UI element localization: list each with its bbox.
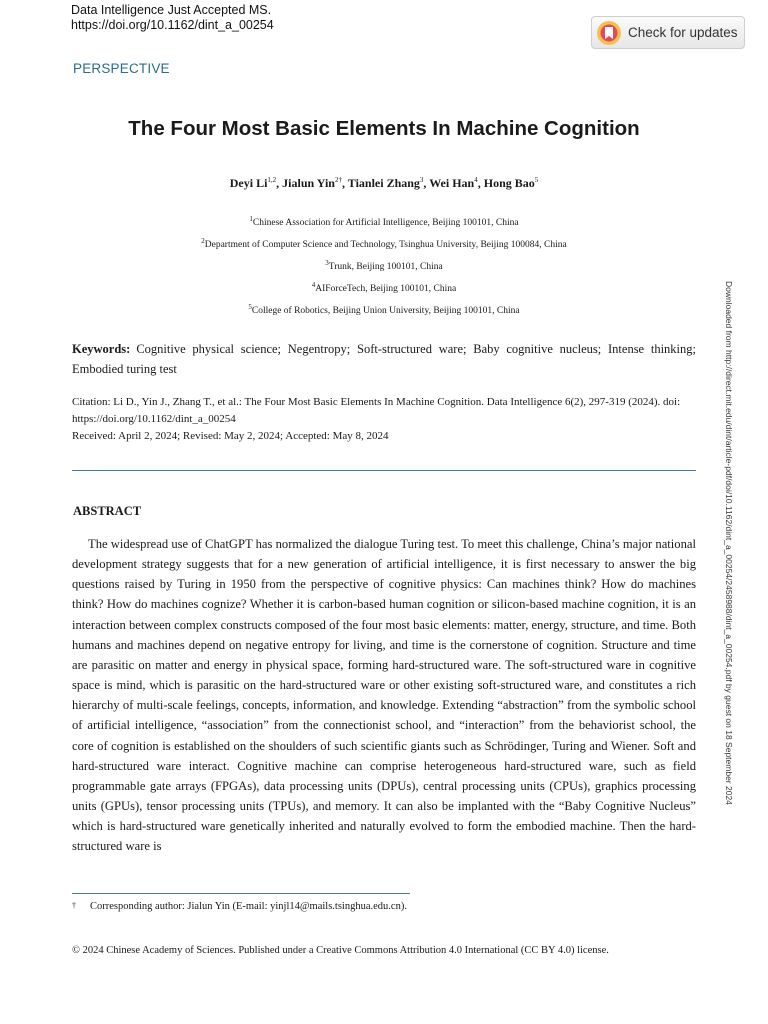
footnote bbox=[72, 901, 407, 912]
affiliation-line bbox=[0, 255, 768, 277]
journal-line: Data Intelligence Just Accepted MS. bbox=[71, 3, 272, 17]
citation-block bbox=[72, 394, 696, 445]
keywords bbox=[72, 340, 696, 379]
author-name: Wei Han bbox=[429, 176, 475, 190]
footnote-divider bbox=[72, 893, 410, 894]
affiliation-mark: 3 bbox=[325, 258, 329, 267]
keywords-text: Cognitive physical science; Negentropy; Soft-structured ware; Baby cognitive nucleus; Intense thinking; Embodied turing test bbox=[72, 342, 696, 376]
author-name: Jialun Yin bbox=[282, 176, 335, 190]
affiliation-mark: 4 bbox=[311, 280, 316, 289]
license-notice: © 2024 Chinese Academy of Sciences. Published under a Creative Commons Attribution 4.0 International (CC BY 4.0) license. bbox=[72, 945, 609, 956]
affiliation-line bbox=[0, 211, 768, 233]
received-dates: Received: April 2, 2024; Revised: May 2, 2024; Accepted: May 8, 2024 bbox=[72, 430, 389, 442]
affiliation-text: College of Robotics, Beijing Union University, Beijing 100101, China bbox=[251, 305, 520, 316]
author-affiliation-mark: 4 bbox=[474, 176, 478, 184]
abstract-heading: ABSTRACT bbox=[73, 504, 142, 518]
footnote-text: Corresponding author: Jialun Yin (E-mail: yinjl14@mails.tsinghua.edu.cn). bbox=[90, 901, 407, 912]
author-name: Deyi Li bbox=[229, 176, 268, 190]
affiliation-mark: 5 bbox=[248, 302, 252, 311]
affiliation-line bbox=[0, 233, 768, 255]
affiliation-list bbox=[0, 211, 768, 321]
affiliation-text: Chinese Association for Artificial Intelligence, Beijing 100101, China bbox=[252, 218, 519, 229]
check-for-updates-button[interactable] bbox=[591, 16, 745, 49]
author-name: Tianlei Zhang bbox=[347, 176, 420, 190]
section-divider bbox=[72, 470, 696, 471]
citation-text: Citation: Li D., Yin J., Zhang T., et al.: The Four Most Basic Elements In Machine Cognition. Data Intelligence 6(2), 297-319 (2024). doi: https://doi.org/10.1162/dint_a_00254 bbox=[72, 396, 681, 425]
download-watermark: Downloaded from http://direct.mit.edu/dint/article-pdf/doi/10.1162/dint_a_00254/2458988/dint_a_00254.pdf by guest on 18 September 2024 bbox=[724, 281, 734, 805]
check-for-updates-label: Check for updates bbox=[628, 25, 738, 40]
affiliation-text: Trunk, Beijing 100101, China bbox=[328, 262, 443, 273]
affiliation-line bbox=[0, 277, 768, 299]
author-list: Deyi Li$^{1,2}$, Jialun Yin$^{2\dagger}$, Tianlei Zhang$^3$, Wei Han$^4$, Hong Bao$^5$ bbox=[229, 176, 539, 190]
crossmark-icon bbox=[596, 20, 622, 46]
affiliation-mark: 2 bbox=[201, 236, 205, 245]
affiliation-text: Department of Computer Science and Technology, Tsinghua University, Beijing 100084, China bbox=[204, 240, 567, 251]
footnote-mark: † bbox=[72, 901, 76, 910]
author-affiliation-mark: 5 bbox=[534, 176, 539, 184]
keywords-label: Keywords: bbox=[72, 342, 131, 356]
abstract-body: The widespread use of ChatGPT has normalized the dialogue Turing test. To meet this challenge, China’s major national development strategy suggests that for a new generation of artificial intelligence, it is first necessary to answer the big questions raised by Turing in 1950 from the perspective of cognitive physics: Can machines think? How do machines think? How do machines cognize? Whether it is carbon-based human cognition or silicon-based machine cognition, it is an interaction between complex constructs composed of the four most basic elements: matter, energy, structure, and time. Both humans and machines depend on negative entropy for living, and time is the cornerstone of cognition. Structure and time are parasitic on matter and energy in physical space, forming hard-structured ware. The soft-structured ware in cognitive space is mind, which is parasitic on the hard-structured ware or other existing soft-structured ware, and constitutes a rich hierarchy of multi-scale feelings, concepts, information, and knowledge. Extending “abstraction” from the symbolic school of artificial intelligence, “association” from the connectionist school, and “interaction” from the behaviorist school, the core of cognition is established on the shoulders of such scientific giants such as Schrödinger, Turing and Wiener. Soft and hard-structured ware interact. Cognitive machine can comprise heterogeneous hard-structured ware, such as field programmable gate arrays (FPGAs), data processing units (DPUs), central processing units (CPUs), graphics processing units (GPUs), tensor processing units (TPUs), and memory. It can also be implanted with the “Baby Cognitive Nucleus” which is hard-structured ware genetically inherited and naturally evolved to form the embodied machine. Then the hard-structured ware is bbox=[72, 537, 696, 854]
affiliation-line bbox=[0, 299, 768, 321]
author-affiliation-mark: 2† bbox=[334, 176, 342, 184]
paper-title: The Four Most Basic Elements In Machine Cognition bbox=[128, 117, 640, 140]
doi-line[interactable]: https://doi.org/10.1162/dint_a_00254 bbox=[71, 18, 274, 32]
affiliation-mark: 1 bbox=[249, 215, 253, 223]
affiliation-text: AIForceTech, Beijing 100101, China bbox=[315, 284, 457, 295]
author-affiliation-mark: 3 bbox=[419, 176, 424, 184]
author-affiliation-mark: 1,2 bbox=[267, 176, 277, 184]
section-label: PERSPECTIVE bbox=[73, 61, 170, 76]
author-name: Hong Bao bbox=[483, 176, 535, 190]
